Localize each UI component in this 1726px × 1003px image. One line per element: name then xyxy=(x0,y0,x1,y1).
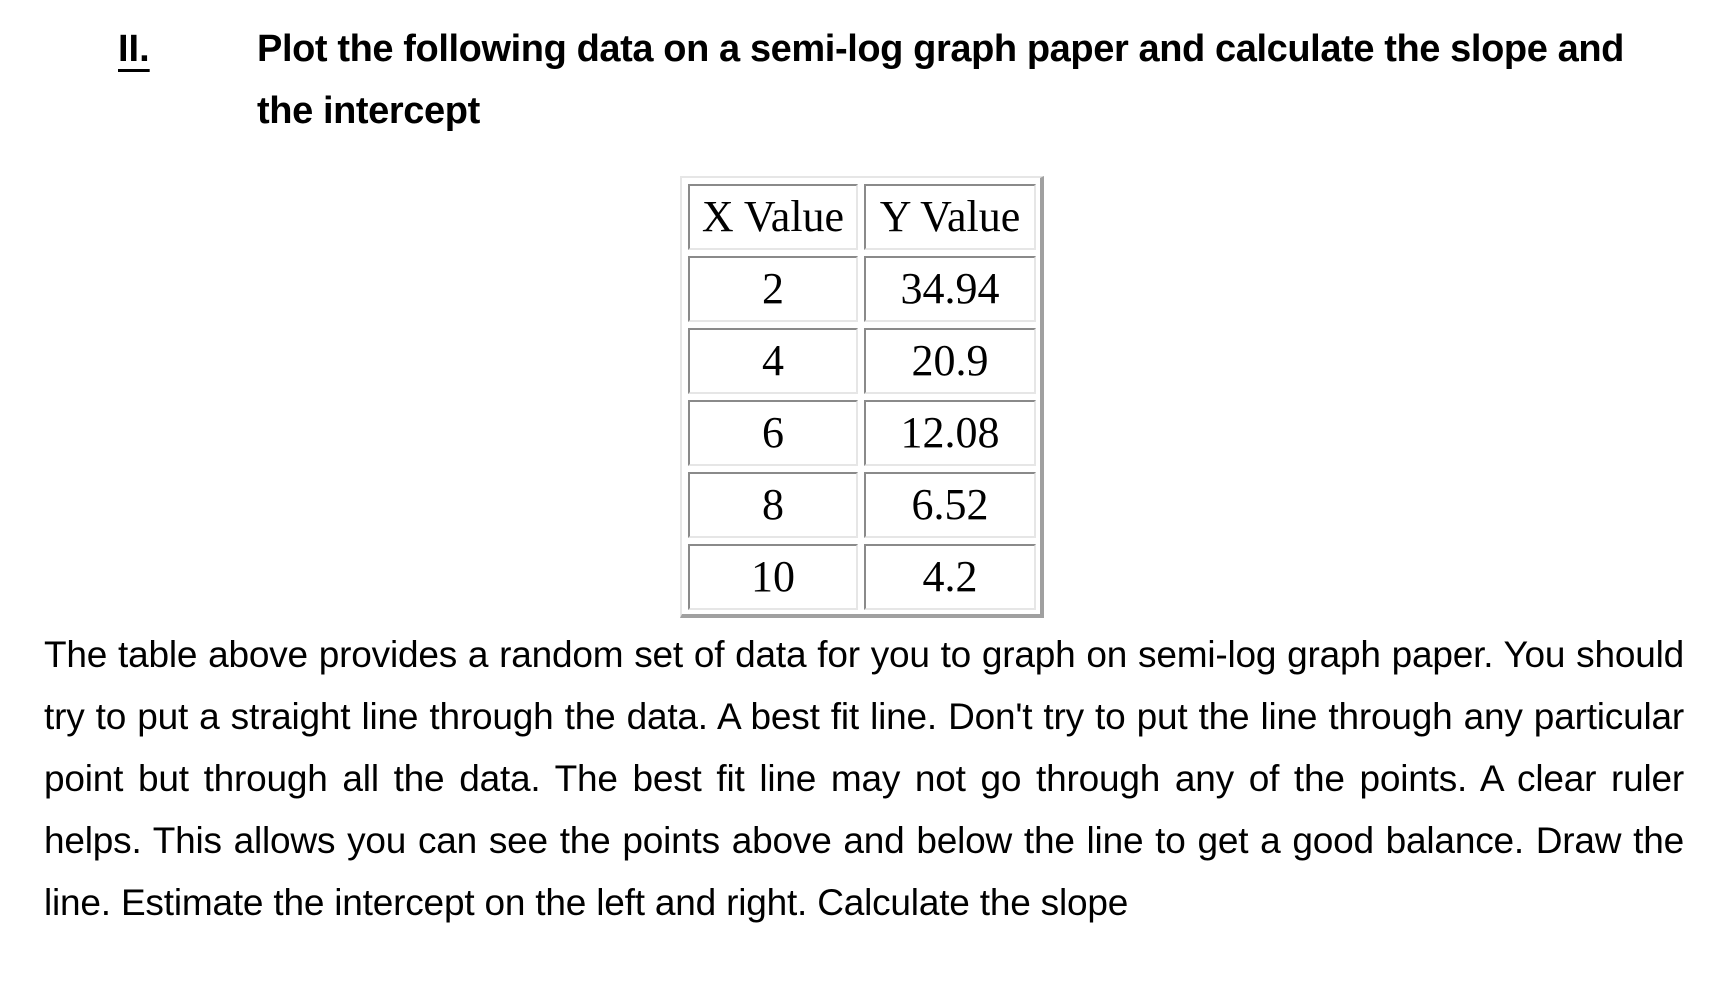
column-header-y: Y Value xyxy=(864,184,1036,250)
instructions-paragraph: The table above provides a random set of data for you to graph on semi-log graph paper. You should try to put a straight line through the data. A best fit line. Don't try to put the line through any particular point but through all the data. The best fit line may not go through any of the points. A clear ruler helps. This allows you can see the points above and below the line to get a good balance. Draw the line. Estimate the intercept on the left and right. Calculate the slope xyxy=(44,634,1684,923)
question-number: II. xyxy=(118,28,150,70)
table-header-row xyxy=(688,184,1036,250)
y-value-cell: 20.9 xyxy=(864,328,1036,394)
x-value-cell: 10 xyxy=(688,544,858,610)
table-row xyxy=(688,400,1036,466)
table-row xyxy=(688,328,1036,394)
table-row xyxy=(688,256,1036,322)
x-value-cell: 4 xyxy=(688,328,858,394)
x-value-cell: 6 xyxy=(688,400,858,466)
x-value-cell: 2 xyxy=(688,256,858,322)
x-value-cell: 8 xyxy=(688,472,858,538)
data-table xyxy=(682,178,1042,616)
question-title: Plot the following data on a semi-log graph paper and calculate the slope and the intercept xyxy=(257,28,1624,132)
data-table-frame xyxy=(680,176,1044,618)
y-value-cell: 4.2 xyxy=(864,544,1036,610)
y-value-cell: 12.08 xyxy=(864,400,1036,466)
y-value-cell: 34.94 xyxy=(864,256,1036,322)
table-row xyxy=(688,544,1036,610)
table-row xyxy=(688,472,1036,538)
y-value-cell: 6.52 xyxy=(864,472,1036,538)
column-header-x: X Value xyxy=(688,184,858,250)
